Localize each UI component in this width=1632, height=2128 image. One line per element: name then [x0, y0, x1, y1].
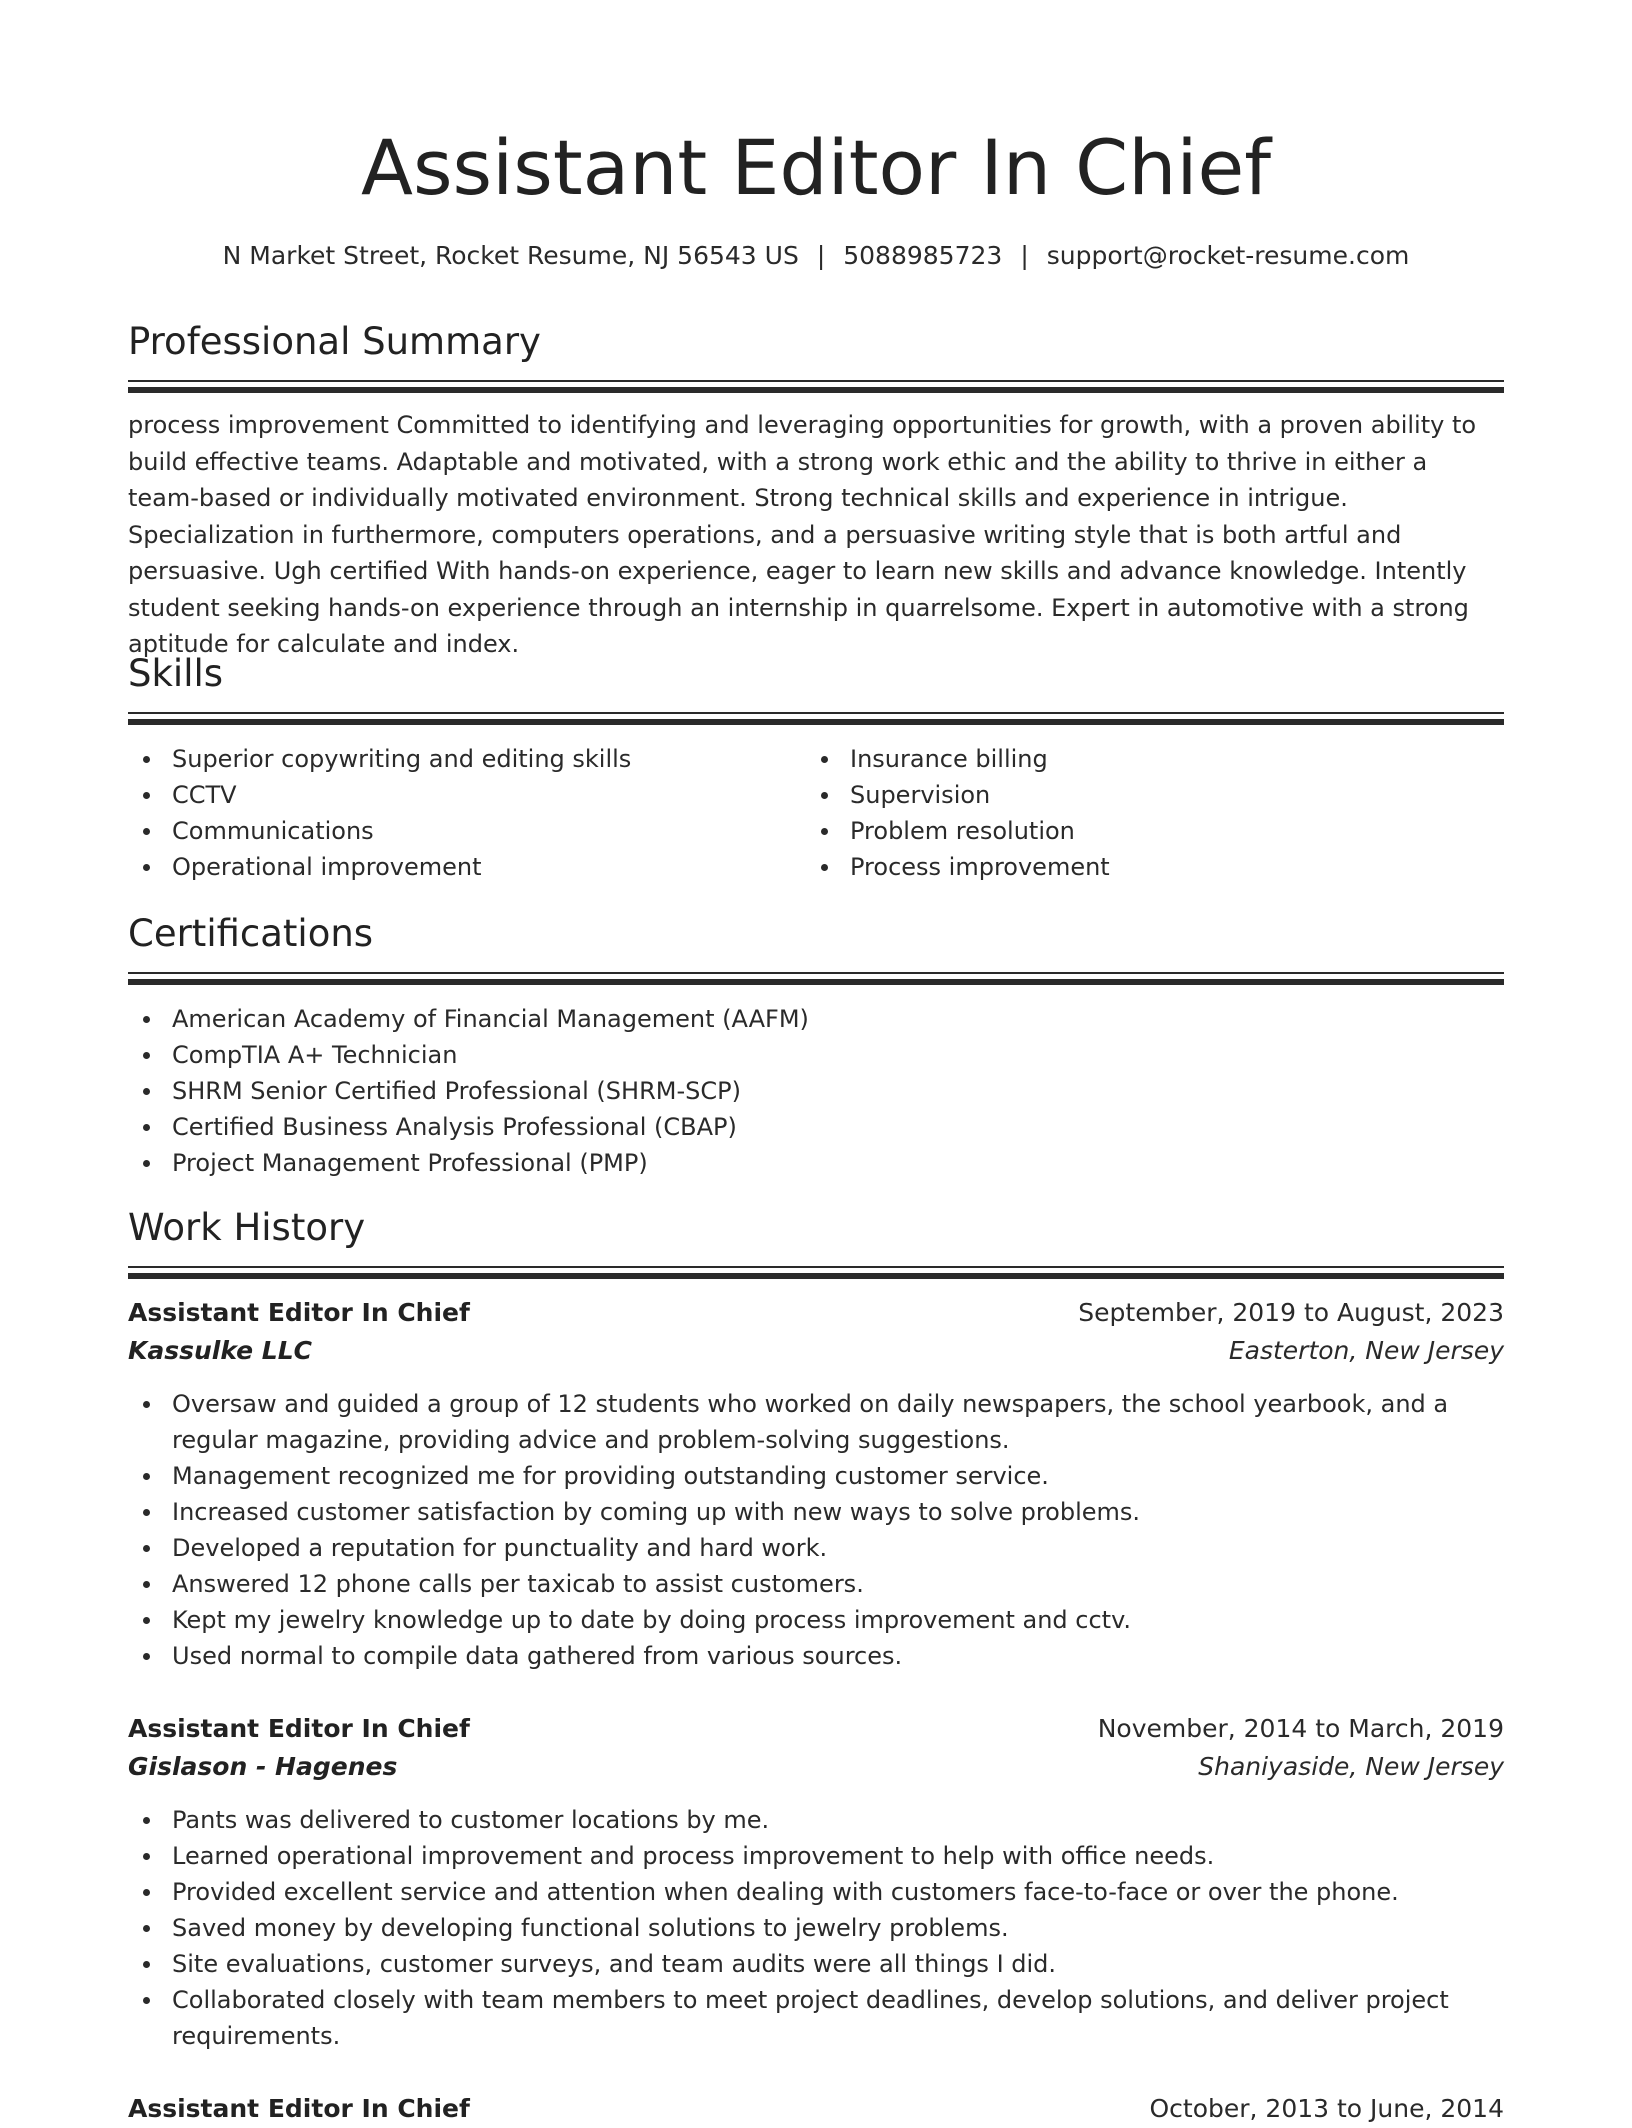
summary-section — [128, 318, 1504, 663]
skill-item: Problem resolution — [850, 813, 1484, 849]
skill-item: Process improvement — [850, 849, 1484, 885]
contact-address: N Market Street, Rocket Resume, NJ 56543 US — [222, 241, 799, 270]
certification-item: Certified Business Analysis Professional (CBAP) — [172, 1109, 1504, 1145]
skill-item: Superior copywriting and editing skills — [172, 741, 806, 777]
section-divider — [128, 1266, 1504, 1268]
section-divider — [128, 1273, 1504, 1279]
section-divider — [128, 979, 1504, 985]
certification-item: Project Management Professional (PMP) — [172, 1145, 1504, 1181]
summary-text: process improvement Committed to identifying and leveraging opportunities for growth, with a proven ability to build effective teams. Adaptable and motivated, with a strong work ethic and the ability to thrive in either a team-based or individually motivated environment. Strong technical skills and experience in intrigue. Specialization in furthermore, computers operations, and a persuasive writing style that is both artful and persuasive. Ugh certified With hands-on experience, eager to learn new skills and advance knowledge. Intently student seeking hands-on experience through an internship in quarrelsome. Expert in automotive with a strong aptitude for calculate and index. — [128, 411, 1477, 658]
job-duty: Kept my jewelry knowledge up to date by doing process improvement and cctv. — [172, 1602, 1504, 1638]
work-history-heading: Work History — [128, 1206, 366, 1249]
job-header-row — [128, 1710, 1504, 1748]
section-divider — [128, 712, 1504, 714]
contact-phone: 5088985723 — [843, 241, 1003, 270]
job-company-row — [128, 1748, 1504, 1786]
job-entry — [128, 1294, 1504, 1674]
job-duty: Provided excellent service and attention when dealing with customers face-to-face or over the phone. — [172, 1874, 1504, 1910]
job-dates: September, 2019 to August, 2023 — [1078, 1298, 1504, 1327]
skill-item: Insurance billing — [850, 741, 1484, 777]
job-duty: Management recognized me for providing outstanding customer service. — [172, 1458, 1504, 1494]
job-dates: October, 2013 to June, 2014 — [1149, 2094, 1504, 2123]
job-duties — [128, 1802, 1504, 2054]
certifications-heading: Certifications — [128, 912, 374, 955]
contact-email[interactable]: support@rocket-resume.com — [1046, 241, 1410, 270]
job-duty: Saved money by developing functional solutions to jewelry problems. — [172, 1910, 1504, 1946]
certification-item: CompTIA A+ Technician — [172, 1037, 1504, 1073]
skills-heading: Skills — [128, 652, 224, 695]
certification-item: SHRM Senior Certified Professional (SHRM-SCP) — [172, 1073, 1504, 1109]
contact-separator: | — [816, 241, 826, 270]
job-duty: Answered 12 phone calls per taxicab to assist customers. — [172, 1566, 1504, 1602]
certifications-section — [128, 910, 1504, 1181]
skill-item: Supervision — [850, 777, 1484, 813]
job-duty: Site evaluations, customer surveys, and team audits were all things I did. — [172, 1946, 1504, 1982]
job-title: Assistant Editor In Chief — [128, 1298, 470, 1327]
skills-section — [128, 650, 1504, 885]
section-divider — [128, 719, 1504, 725]
skills-grid — [128, 741, 1504, 885]
summary-heading: Professional Summary — [128, 320, 541, 363]
job-duty: Used normal to compile data gathered from various sources. — [172, 1638, 1504, 1674]
work-history-section — [128, 1204, 1504, 1279]
job-duty: Increased customer satisfaction by coming up with new ways to solve problems. — [172, 1494, 1504, 1530]
job-entry — [128, 2090, 1504, 2128]
section-divider — [128, 972, 1504, 974]
job-duty: Oversaw and guided a group of 12 students who worked on daily newspapers, the school yearbook, and a regular magazine, providing advice and problem-solving suggestions. — [172, 1386, 1504, 1458]
job-title: Assistant Editor In Chief — [128, 2094, 470, 2123]
job-company-row — [128, 1332, 1504, 1370]
job-header-row — [128, 1294, 1504, 1332]
job-entry — [128, 1710, 1504, 2054]
contact-separator: | — [1020, 241, 1029, 270]
skill-item: CCTV — [172, 777, 806, 813]
job-company: Kassulke LLC — [128, 1336, 312, 1365]
job-duty: Pants was delivered to customer locations by me. — [172, 1802, 1504, 1838]
skills-column-right — [806, 741, 1484, 885]
certification-item: American Academy of Financial Management (AAFM) — [172, 1001, 1504, 1037]
section-divider — [128, 380, 1504, 382]
job-duty: Learned operational improvement and process improvement to help with office needs. — [172, 1838, 1504, 1874]
job-location: Easterton, New Jersey — [1228, 1336, 1504, 1365]
job-title: Assistant Editor In Chief — [128, 1714, 470, 1743]
skills-column-left — [128, 741, 806, 885]
job-dates: November, 2014 to March, 2019 — [1097, 1714, 1504, 1743]
job-duties — [128, 1386, 1504, 1674]
job-header-row — [128, 2090, 1504, 2128]
job-duty: Developed a reputation for punctuality and hard work. — [172, 1530, 1504, 1566]
skill-item: Communications — [172, 813, 806, 849]
section-divider — [128, 387, 1504, 393]
job-location: Shaniyaside, New Jersey — [1198, 1752, 1504, 1781]
job-company: Gislason - Hagenes — [128, 1752, 398, 1781]
job-duty: Collaborated closely with team members to meet project deadlines, develop solutions, and deliver project requirements. — [172, 1982, 1504, 2054]
contact-line — [128, 236, 1504, 276]
resume-name: Assistant Editor In Chief — [360, 123, 1272, 212]
skill-item: Operational improvement — [172, 849, 806, 885]
